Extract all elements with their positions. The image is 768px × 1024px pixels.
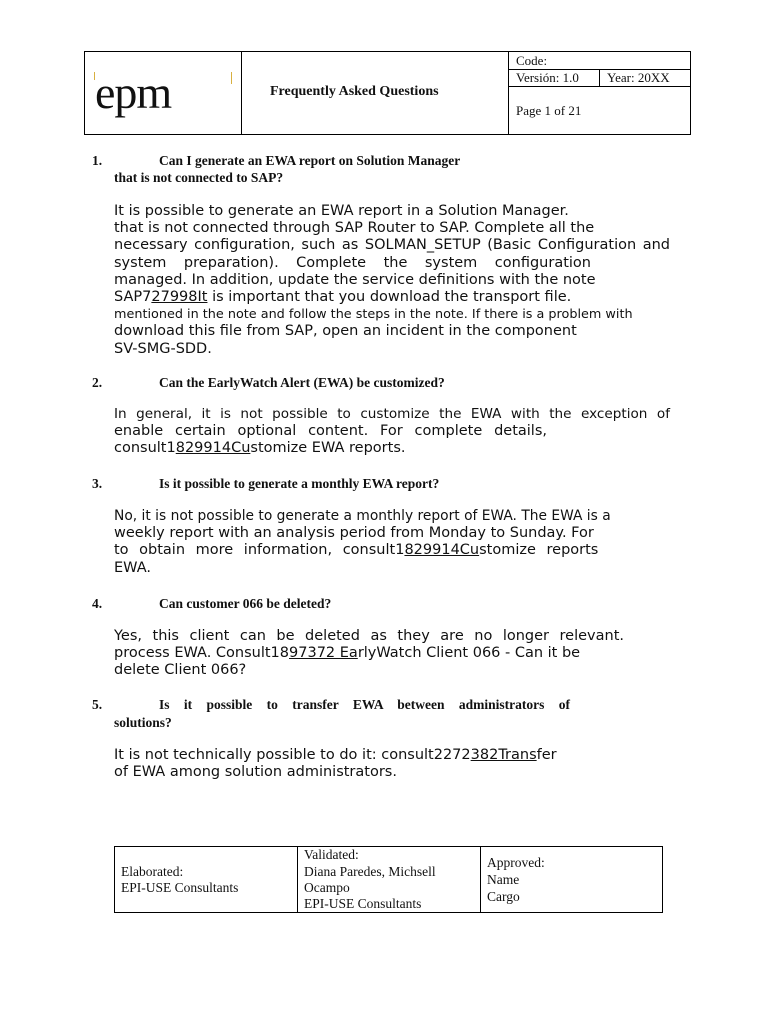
year-cell xyxy=(600,70,690,86)
title-cell xyxy=(242,52,509,134)
question-title: Is it possible to transfer EWA between administrators of xyxy=(159,697,570,712)
page-number: Page 1 of 21 xyxy=(516,103,582,118)
answer-line: In general, it is not possible to customize the EWA with the exception of xyxy=(114,406,670,422)
answer-line: No, it is not possible to generate a monthly report of EWA. The EWA is a xyxy=(114,508,611,524)
answer-line: It is not technically possible to do it: consult2272382Transfer xyxy=(114,747,557,763)
question-number: 2. xyxy=(92,375,103,390)
answer-line: It is possible to generate an EWA report in a Solution Manager. xyxy=(114,203,569,219)
approved-value: Name xyxy=(487,872,520,887)
answer-text xyxy=(114,508,670,577)
answer-line: SAP727998It is important that you download the transport file. xyxy=(114,288,572,305)
answer-text xyxy=(114,628,670,680)
validated-label: Validated: xyxy=(304,847,359,862)
answer-line: necessary configuration, such as SOLMAN_SETUP (Basic Configuration and xyxy=(114,237,670,254)
approved-cell xyxy=(481,847,662,912)
validated-value: Ocampo xyxy=(304,880,350,895)
question-title: Can the EarlyWatch Alert (EWA) be customized? xyxy=(159,375,445,390)
approved-label: Approved: xyxy=(487,855,545,870)
validated-value: EPI-USE Consultants xyxy=(304,896,422,911)
question-title: Can I generate an EWA report on Solution Manager xyxy=(159,153,461,168)
page-number-row xyxy=(509,87,690,134)
answer-line: that is not connected through SAP Router to SAP. Complete all the xyxy=(114,220,595,237)
version-row xyxy=(509,70,690,87)
question-number: 1. xyxy=(92,153,103,168)
validated-cell xyxy=(298,847,481,912)
company-logo: epm xyxy=(95,67,172,118)
answer-line: Yes, this client can be deleted as they are no longer relevant. xyxy=(114,628,624,644)
question-number: 3. xyxy=(92,476,103,491)
answer-line: EWA. xyxy=(114,559,151,576)
answer-line: SV-SMG-SDD. xyxy=(114,340,212,357)
answer-text xyxy=(114,747,670,781)
document-header-table xyxy=(84,51,691,135)
answer-line: weekly report with an analysis period from Monday to Sunday. For xyxy=(114,525,594,542)
document-title: Frequently Asked Questions xyxy=(270,84,439,99)
validated-value: Diana Paredes, Michsell xyxy=(304,864,436,879)
year-label: Year: 20XX xyxy=(607,70,670,85)
approved-value: Cargo xyxy=(487,889,520,904)
logo-cell xyxy=(85,52,242,134)
answer-line: to obtain more information, consult1829914Customize reports xyxy=(114,542,599,559)
approval-table xyxy=(114,846,663,913)
version-cell xyxy=(509,70,600,86)
sap-note-link[interactable]: 382Trans xyxy=(470,747,537,763)
answer-line: managed. In addition, update the service definitions with the note xyxy=(114,271,596,288)
version-label: Versión: 1.0 xyxy=(516,70,579,85)
answer-line: process EWA. Consult1897372 EarlyWatch Client 066 - Can it be xyxy=(114,645,581,662)
answer-line: download this file from SAP, open an incident in the component xyxy=(114,323,577,340)
answer-line: delete Client 066? xyxy=(114,662,247,679)
sap-note-link[interactable]: 27998It xyxy=(151,288,208,305)
elaborated-label: Elaborated: xyxy=(121,864,184,879)
code-label: Code: xyxy=(516,53,548,68)
answer-line: enable certain optional content. For complete details, xyxy=(114,423,547,440)
code-row xyxy=(509,52,690,70)
sap-note-link[interactable]: 829914Cu xyxy=(175,440,251,457)
question-number: 5. xyxy=(92,697,103,712)
question-title-line2: that is not connected to SAP? xyxy=(114,170,284,185)
answer-text xyxy=(114,203,670,358)
question-number: 4. xyxy=(92,596,103,611)
sap-note-link[interactable]: 97372 Ea xyxy=(289,645,358,662)
answer-line: mentioned in the note and follow the steps in the note. If there is a problem with xyxy=(114,307,633,323)
question-title: Can customer 066 be deleted? xyxy=(159,596,332,611)
question-title-line2: solutions? xyxy=(114,715,172,730)
logo-accent-mark xyxy=(231,72,232,84)
answer-line: consult1829914Customize EWA reports. xyxy=(114,440,406,457)
answer-line: system preparation). Complete the system configuration xyxy=(114,254,591,271)
elaborated-cell xyxy=(115,847,298,912)
answer-text xyxy=(114,406,670,458)
sap-note-link[interactable]: 829914Cu xyxy=(404,542,480,559)
answer-line: of EWA among solution administrators. xyxy=(114,764,397,781)
question-title: Is it possible to generate a monthly EWA report? xyxy=(159,476,440,491)
elaborated-value: EPI-USE Consultants xyxy=(121,880,239,895)
